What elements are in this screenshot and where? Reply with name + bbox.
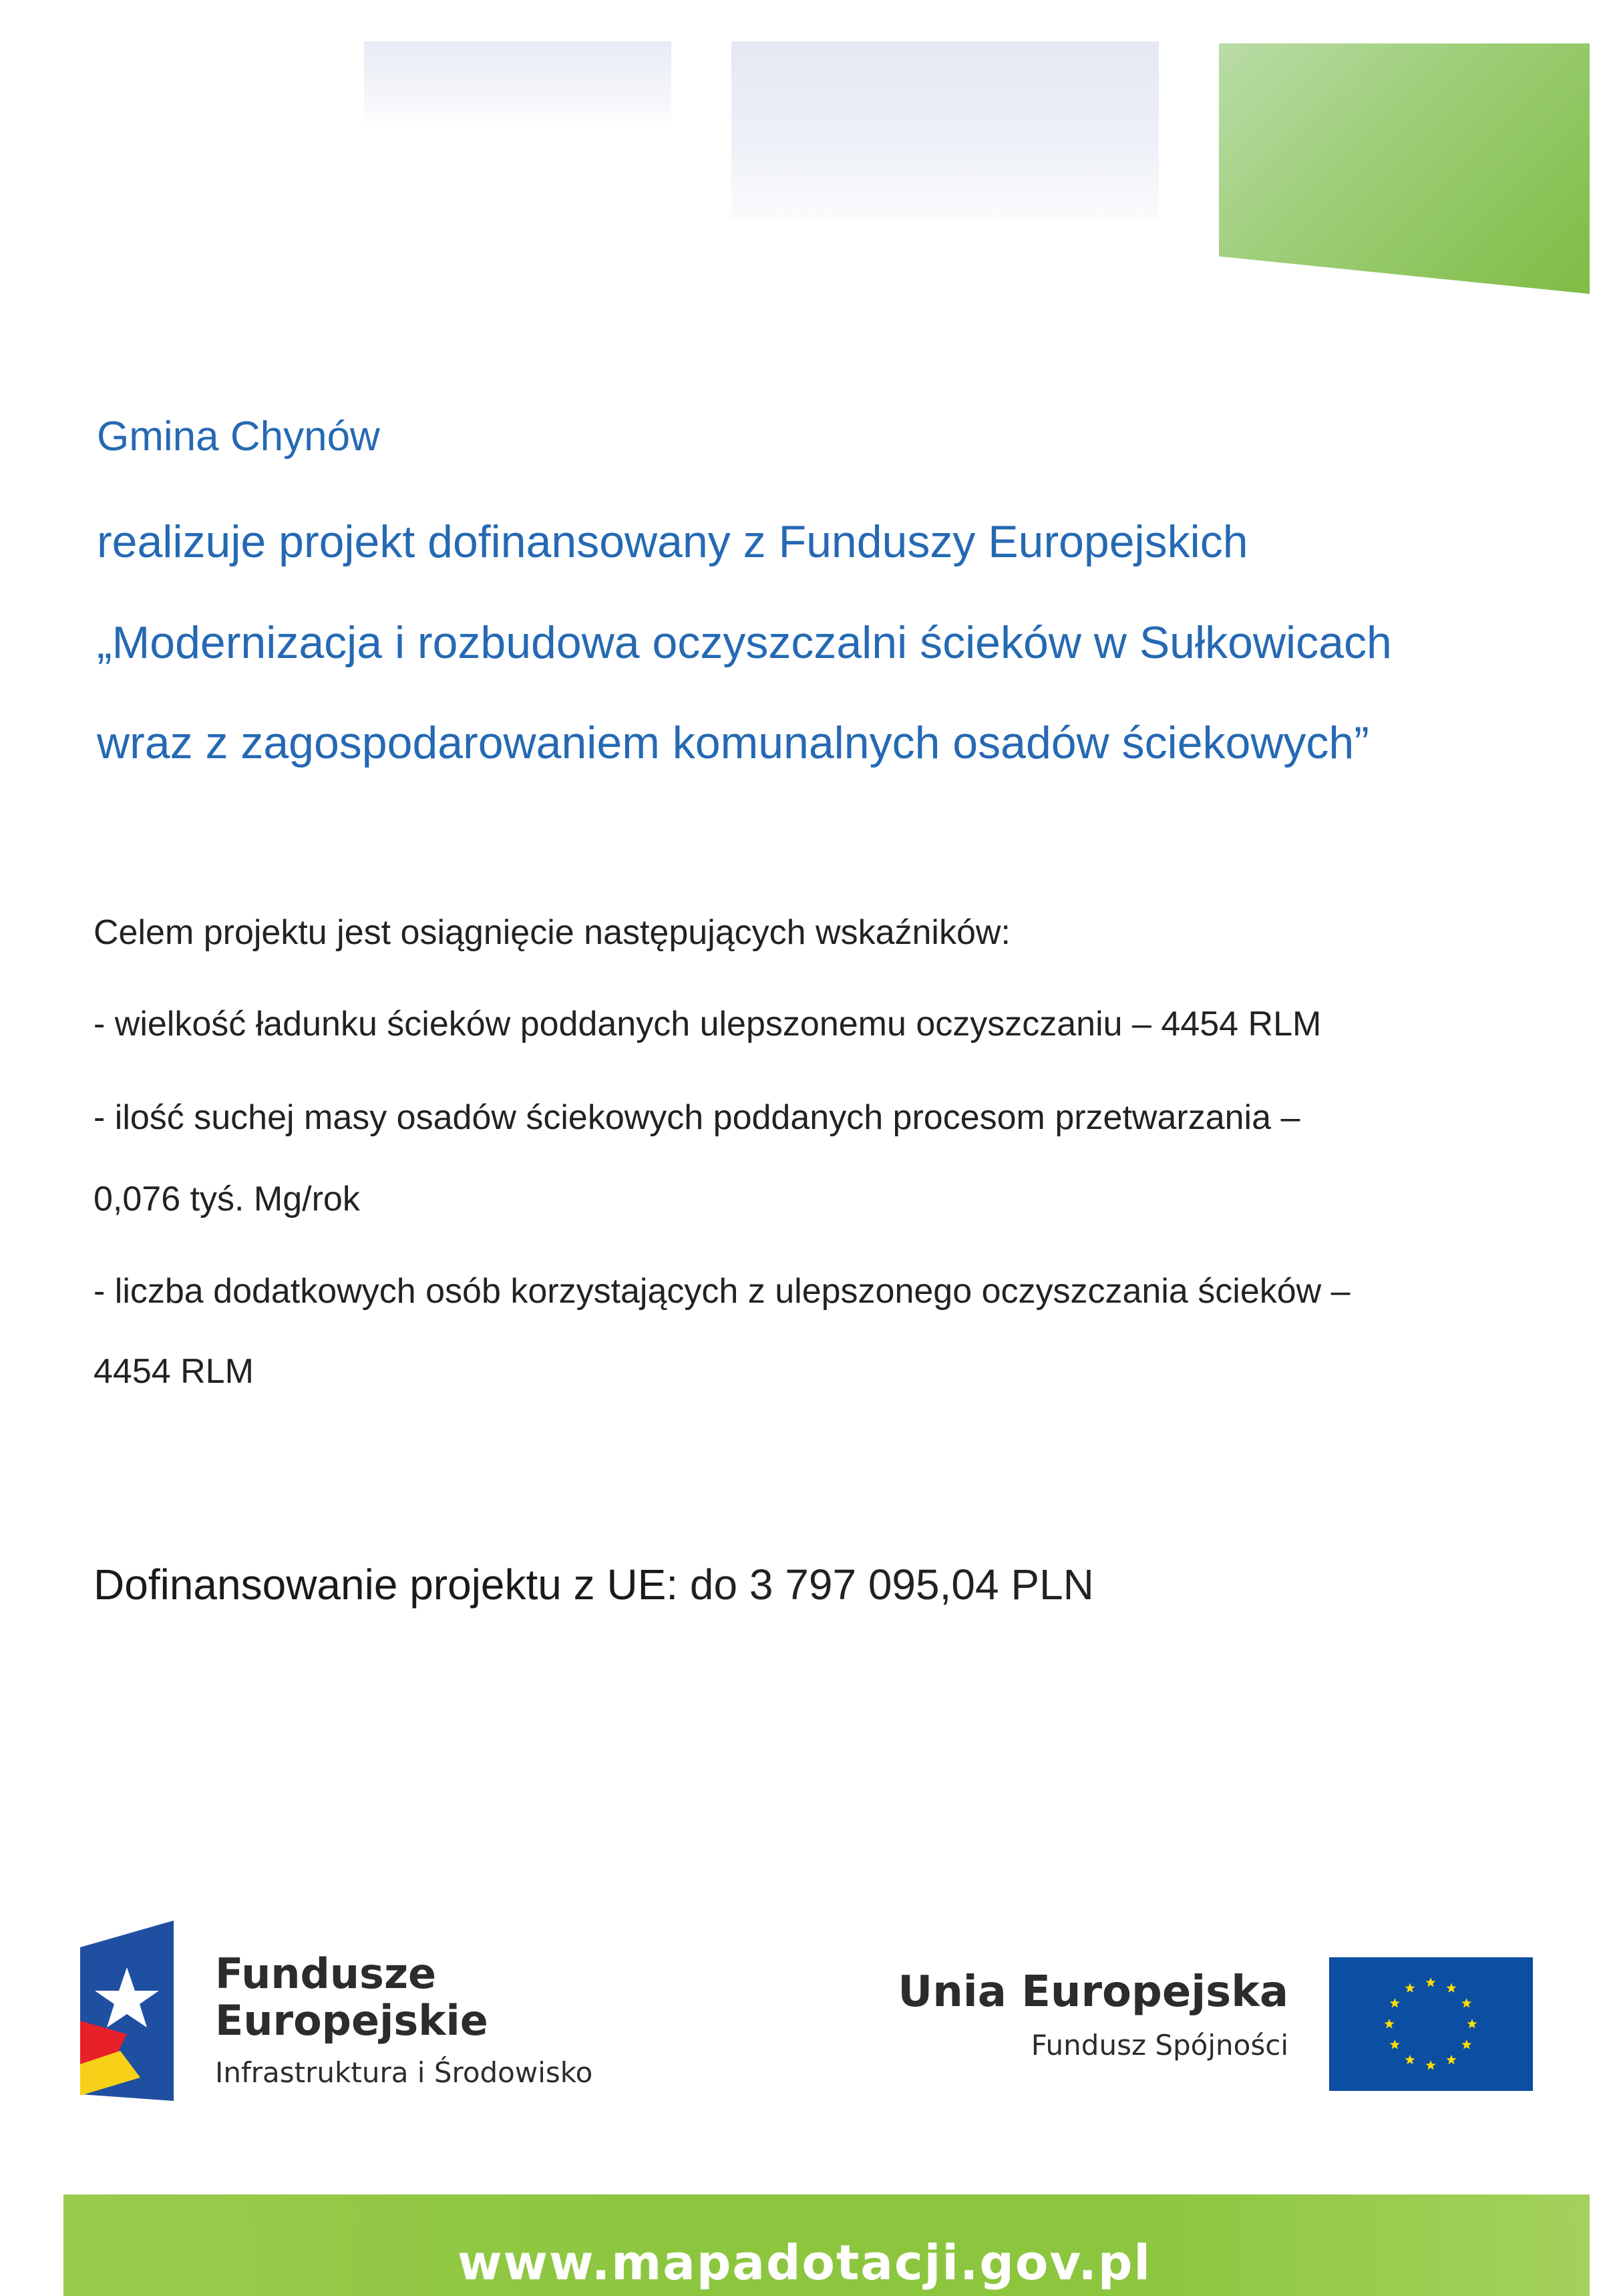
eu-name: Unia Europejska xyxy=(898,1967,1288,2017)
project-title-line-1: „Modernizacja i rozbudowa oczyszczalni ścieków w Sułkowicach xyxy=(97,617,1392,668)
project-intro-line: realizuje projekt dofinansowany z Funduszy Europejskich xyxy=(97,516,1248,567)
fundusze-europejskie-logo-icon xyxy=(80,1921,174,2101)
indicator-3-line-2: 4454 RLM xyxy=(94,1352,254,1391)
decorative-top-band-1 xyxy=(364,41,671,128)
indicators-intro: Celem projektu jest osiągnięcie następujących wskaźników: xyxy=(94,913,1011,952)
footer-url-link[interactable]: www.mapadotacji.gov.pl xyxy=(457,2235,1152,2291)
organization-name: Gmina Chynów xyxy=(97,414,380,460)
fe-name-line-2: Europejskie xyxy=(215,1996,488,2045)
fe-name-line-1: Fundusze xyxy=(215,1949,437,1998)
eu-fund-name: Fundusz Spójności xyxy=(1031,2029,1288,2062)
funding-label: Dofinansowanie projektu z UE: xyxy=(94,1561,679,1609)
eu-flag-icon xyxy=(1329,1957,1533,2091)
fe-program-name: Infrastruktura i Środowisko xyxy=(215,2056,593,2089)
decorative-top-band-green xyxy=(1219,43,1590,294)
indicator-3-line-1: - liczba dodatkowych osób korzystających z ulepszonego oczyszczania ścieków – xyxy=(94,1272,1351,1311)
indicator-2-line-2: 0,076 tyś. Mg/rok xyxy=(94,1180,360,1218)
decorative-top-band-2 xyxy=(731,41,1159,218)
project-title-line-2: wraz z zagospodarowaniem komunalnych osadów ściekowych” xyxy=(97,717,1369,768)
funding-amount xyxy=(94,1560,1094,1609)
indicator-1: - wielkość ładunku ścieków poddanych ulepszonemu oczyszczaniu – 4454 RLM xyxy=(94,1005,1322,1043)
indicator-2-line-1: - ilość suchej masy osadów ściekowych poddanych procesom przetwarzania – xyxy=(94,1098,1300,1137)
funding-value: do 3 797 095,04 PLN xyxy=(678,1561,1094,1609)
